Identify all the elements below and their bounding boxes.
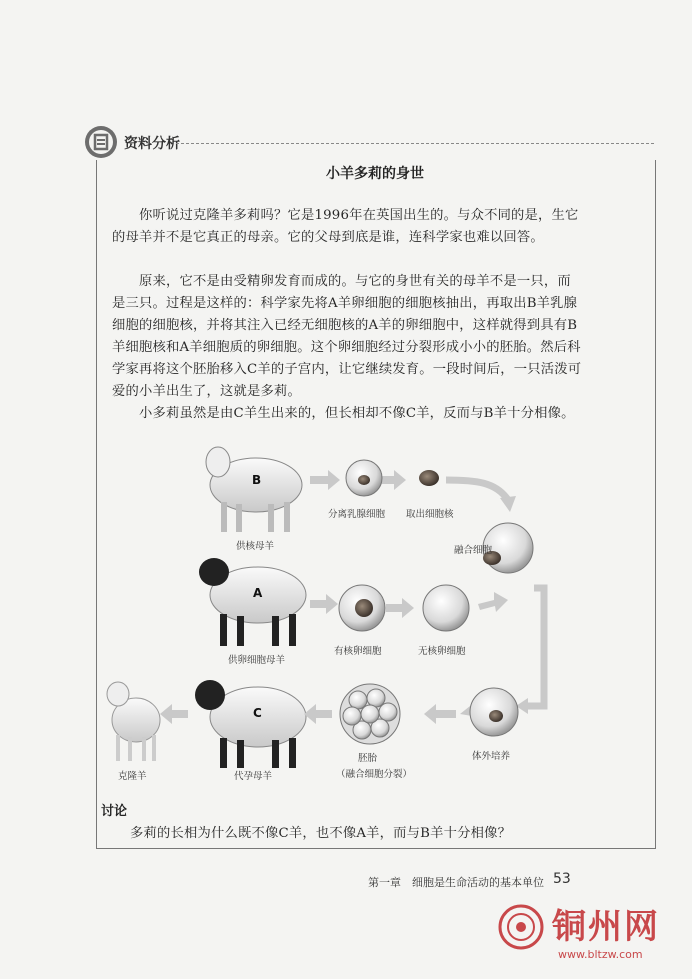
cloning-diagram-graphic <box>96 440 654 800</box>
seal-logo-icon <box>498 904 544 950</box>
paragraph-2: 原来，它不是由受精卵发育而成的。与它的身世有关的母羊不是一只，而是三只。过程是这样的：科学家先将A羊卵细胞的细胞核抽出，再取出B羊乳腺细胞的细胞核，并将其注入已经无细胞核的A羊的卵细胞中，这样就得到具有B羊细胞核和A羊细胞质的卵细胞。这个卵细胞经过分裂形成小小的胚胎。然后科学家再将这个胚胎移入C羊的子宫内，让它继续发育。一段时间后，一只活泼可爱的小羊出生了，这就是多莉。 <box>112 274 582 399</box>
label-take-nucleus: 取出细胞核 <box>406 509 454 520</box>
cultured-cell-icon <box>470 688 518 736</box>
sheep-c-icon <box>195 680 306 768</box>
label-egg-with-nucleus: 有核卵细胞 <box>334 646 382 657</box>
page-number: 53 <box>553 871 571 887</box>
header-divider <box>176 143 654 144</box>
label-donor-nucleus: 供核母羊 <box>236 541 275 552</box>
label-embryo-note: （融合细胞分裂） <box>336 769 413 780</box>
label-surrogate: 代孕母羊 <box>234 771 273 782</box>
sheep-a-icon <box>199 558 306 646</box>
sheep-c-letter: C <box>253 706 262 720</box>
enucleated-egg-icon <box>423 585 469 631</box>
footer-chapter: 第一章 细胞是生命活动的基本单位 <box>368 876 544 889</box>
sheep-b-letter: B <box>252 473 262 487</box>
clone-lamb-icon <box>107 682 160 761</box>
label-donor-egg: 供卵细胞母羊 <box>228 655 286 666</box>
label-egg-without-nucleus: 无核卵细胞 <box>418 646 466 657</box>
nucleated-egg-icon <box>339 585 385 631</box>
discussion-question: 多莉的长相为什么既不像C羊，也不像A羊，而与B羊十分相像？ <box>130 826 512 841</box>
watermark-url: www.bltzw.com <box>558 948 643 961</box>
article-title: 小羊多莉的身世 <box>326 166 424 182</box>
paragraph-1: 你听说过克隆羊多莉吗？它是1996年在英国出生的。与众不同的是，生它的母羊并不是它真正的母亲。它的父母到底是谁，连科学家也难以回答。 <box>112 208 579 245</box>
sheep-a-letter: A <box>253 586 263 600</box>
label-fused-cell: 融合细胞 <box>454 545 493 556</box>
watermark-name: 铜州网 <box>552 907 660 947</box>
paragraph-3: 小多莉虽然是由C羊生出来的，但长相却不像C羊，反而与B羊十分相像。 <box>139 406 575 421</box>
section-badge-icon <box>84 125 118 159</box>
cloning-diagram <box>96 440 654 800</box>
nucleus-icon <box>419 470 439 486</box>
label-embryo: 胚胎 <box>358 753 378 764</box>
label-culture: 体外培养 <box>472 751 511 762</box>
label-clone: 克隆羊 <box>118 771 147 782</box>
label-mammary-cell: 分离乳腺细胞 <box>328 509 386 520</box>
section-title: 资料分析 <box>124 136 180 152</box>
discussion-heading: 讨论 <box>101 804 128 819</box>
mammary-cell-icon <box>346 460 382 496</box>
sheep-b-icon <box>206 447 302 532</box>
embryo-icon <box>340 684 400 744</box>
